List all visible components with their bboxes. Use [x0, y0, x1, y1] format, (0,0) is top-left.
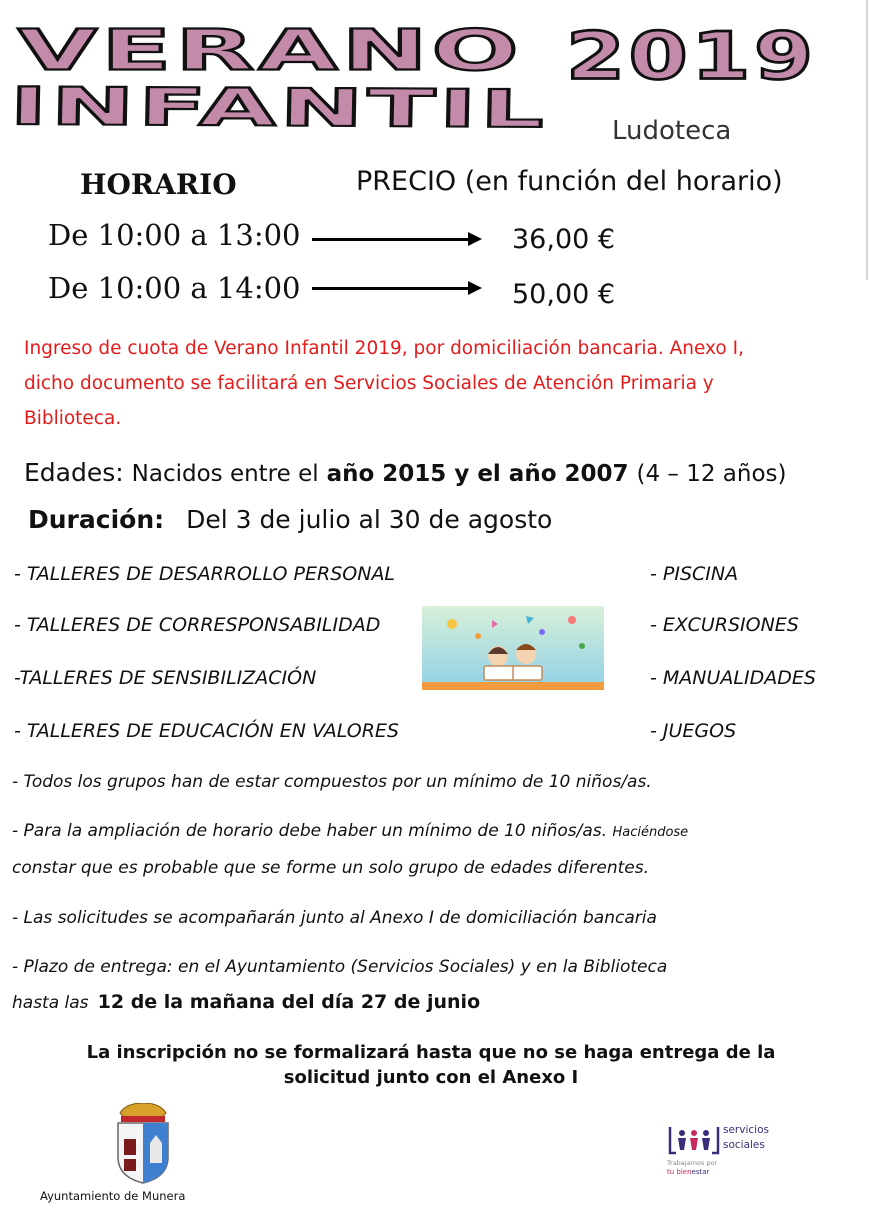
footer-notice-line-2: solicitud junto con el Anexo I	[283, 1067, 579, 1088]
ayuntamiento-caption: Ayuntamiento de Munera	[40, 1189, 186, 1203]
note-2-small: Haciéndose	[612, 825, 689, 840]
precio-heading: PRECIO (en función del horario)	[356, 166, 783, 197]
coat-of-arms-logo	[112, 1103, 174, 1185]
servicios-label: servicios	[723, 1124, 769, 1136]
note-3: - Las solicitudes se acompañarán junto al Anexo I de domiciliación bancaria	[12, 908, 657, 928]
horario-heading: HORARIO	[80, 168, 237, 201]
duration-text: Del 3 de julio al 30 de agosto	[186, 505, 553, 534]
note-4-line-2	[12, 991, 480, 1013]
footer-notice-line-1: La inscripción no se formalizará hasta que no se haga entrega de la	[86, 1042, 776, 1063]
shield-icon	[112, 1103, 174, 1185]
activity-right-3: - MANUALIDADES	[650, 667, 816, 689]
payment-notice-line-3: Biblioteca.	[24, 408, 122, 429]
ages-line	[24, 458, 787, 487]
note-1: - Todos los grupos han de estar compuestos por un mínimo de 10 niños/as.	[12, 772, 652, 792]
footer-notice	[0, 1040, 862, 1090]
note-2-line-2: constar que es probable que se forme un solo grupo de edades diferentes.	[12, 858, 650, 878]
duration-label: Duración:	[28, 505, 165, 534]
schedule-price-1: 36,00 €	[512, 224, 616, 255]
deadline-text: 12 de la mañana del día 27 de junio	[97, 991, 481, 1013]
arrow-icon	[312, 287, 470, 290]
children-reading-image	[422, 606, 604, 690]
ages-range: (4 – 12 años)	[636, 461, 787, 487]
children-reading-illustration	[422, 606, 604, 690]
title-infantil: INFANTIL	[9, 75, 549, 140]
title-year: 2019	[566, 18, 817, 94]
payment-notice-line-2: dicho documento se facilitará en Servicios Sociales de Atención Primaria y	[24, 373, 714, 394]
subtitle-ludoteca: Ludoteca	[612, 116, 732, 146]
people-icon	[667, 1124, 721, 1156]
servicios-sociales-logo	[667, 1122, 797, 1184]
note-4-prefix: hasta las	[12, 993, 89, 1013]
schedule-time-1: De 10:00 a 13:00	[48, 218, 301, 252]
arrow-icon	[312, 238, 470, 241]
ages-text: Nacidos entre el	[131, 461, 319, 487]
duration-line	[28, 505, 552, 534]
activity-left-4: - TALLERES DE EDUCACIÓN EN VALORES	[14, 720, 399, 742]
activity-left-3: -TALLERES DE SENSIBILIZACIÓN	[14, 667, 317, 689]
slogan-line-1: Trabajamos por	[667, 1159, 718, 1167]
note-2	[12, 821, 688, 841]
note-2-text: - Para la ampliación de horario debe haber un mínimo de 10 niños/as.	[12, 821, 608, 841]
schedule-time-2: De 10:00 a 14:00	[48, 271, 301, 305]
slogan-line-2	[667, 1168, 709, 1176]
activity-left-2: - TALLERES DE CORRESPONSABILIDAD	[14, 614, 381, 636]
activity-right-2: - EXCURSIONES	[650, 614, 799, 636]
ages-label: Edades:	[24, 458, 124, 487]
schedule-price-2: 50,00 €	[512, 279, 616, 310]
ages-years: año 2015 y el año 2007	[326, 461, 629, 487]
slogan-estar: estar	[691, 1168, 710, 1176]
title-verano: VERANO	[18, 17, 523, 83]
page-edge-rule	[866, 0, 868, 280]
activity-left-1: - TALLERES DE DESARROLLO PERSONAL	[14, 563, 396, 585]
slogan-bien: tu bien	[667, 1168, 692, 1176]
activity-right-1: - PISCINA	[650, 563, 739, 585]
payment-notice-line-1: Ingreso de cuota de Verano Infantil 2019, por domiciliación bancaria. Anexo I,	[24, 338, 744, 359]
activity-right-4: - JUEGOS	[650, 720, 737, 742]
sociales-label: sociales	[723, 1139, 765, 1151]
note-4: - Plazo de entrega: en el Ayuntamiento (Servicios Sociales) y en la Biblioteca	[12, 957, 668, 977]
